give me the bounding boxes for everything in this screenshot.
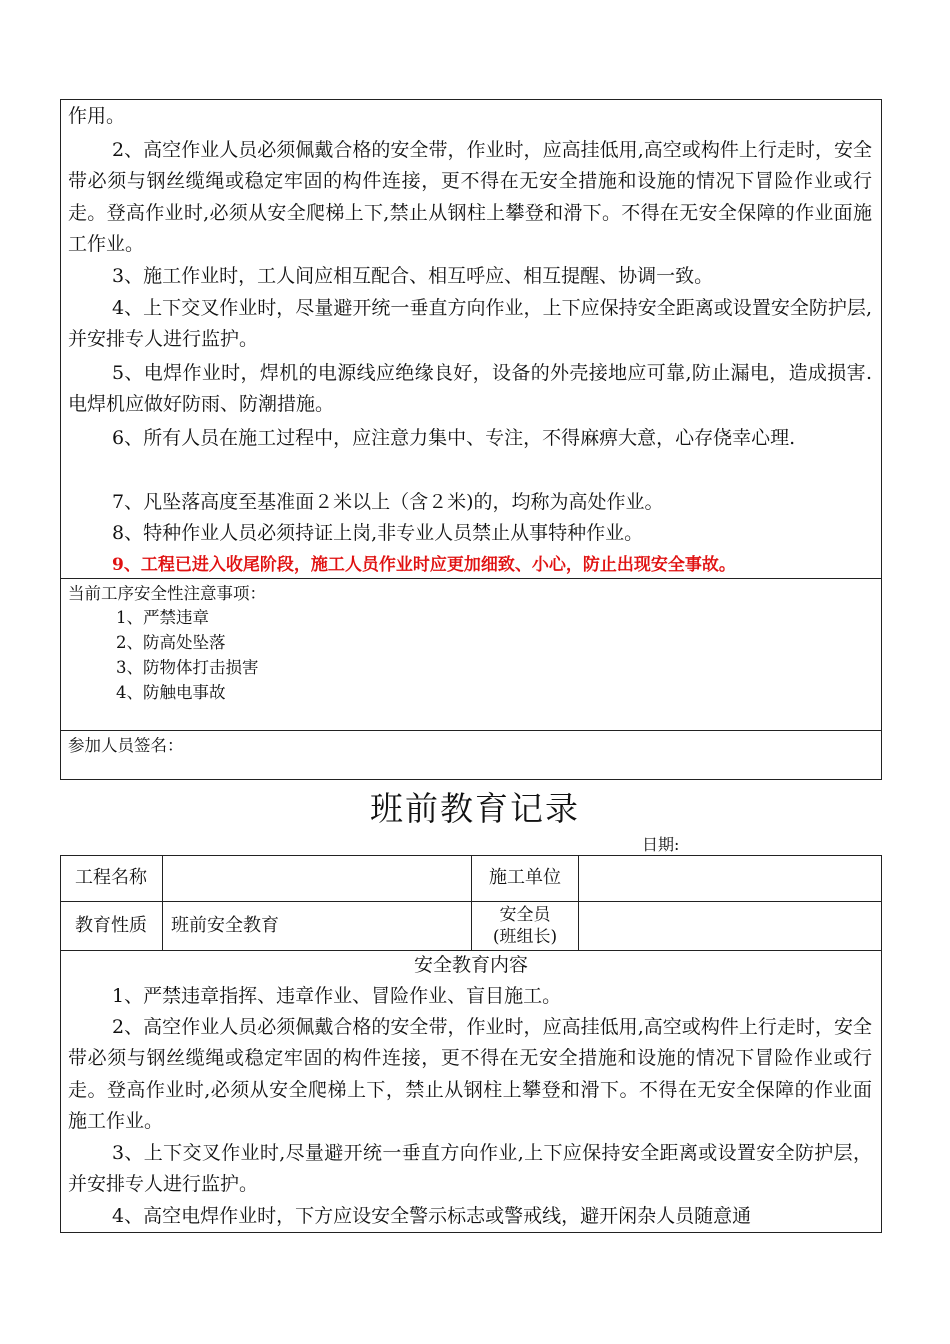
safety-officer-value[interactable] [579,901,882,950]
safety-officer-label [472,901,578,950]
warning-paragraph: 9、工程已进入收尾阶段，施工人员作业时应更加细致、小心，防止出现安全事故。 [112,555,736,575]
project-name-label: 工程名称 [75,867,147,888]
content-title: 安全教育内容 [413,954,528,976]
construction-unit-value[interactable] [579,855,882,901]
paragraph-1: 作用。 [68,105,126,127]
record-paragraph-4: 4、高空电焊作业时，下方应设安全警示标志或警戒线，避开闲杂人员随意通 [112,1205,752,1227]
notes-title: 当前工序安全性注意事项： [68,584,266,603]
divider-signature [60,730,882,731]
paragraph-3: 3、施工作业时，工人间应相互配合、相互呼应、相互提醒、协调一致。 [112,265,714,287]
project-name-value[interactable] [163,855,471,901]
signature-label: 参加人员签名： [68,736,184,755]
construction-unit-label: 施工单位 [489,867,561,888]
paragraph-2: 2、高空作业人员必须佩戴合格的安全带，作业时，应高挂低用,高空或构件上行走时，安全带必须与钢丝缆绳或稳定牢固的构件连接，更不得在无安全措施和设施的情况下冒险作业或行走。登高作业时,必须从安全爬梯上下,禁止从钢柱上攀登和滑下。不得在无安全保障的作业面施工作业。 [68,139,872,256]
date-label: 日期: [642,835,680,854]
note-item-2: 2、防高处坠落 [116,633,226,652]
paragraph-4: 4、上下交叉作业时，尽量避开统一垂直方向作业，上下应保持安全距离或设置安全防护层,并安排专人进行监护。 [68,297,872,351]
education-type-value: 班前安全教育 [171,914,279,936]
paragraph-8: 8、特种作业人员必须持证上岗,非专业人员禁止从事特种作业。 [112,522,644,544]
record-paragraph-3: 3、上下交叉作业时,尽量避开统一垂直方向作业,上下应保持安全距离或设置安全防护层，并安排专人进行监护。 [68,1142,872,1196]
note-item-3: 3、防物体打击损害 [116,658,259,677]
paragraph-7: 7、凡坠落高度至基准面２米以上（含２米)的，均称为高处作业。 [112,491,664,513]
paragraph-5: 5、电焊作业时，焊机的电源线应绝缘良好，设备的外壳接地应可靠,防止漏电，造成损害.电焊机应做好防雨、防潮措施。 [68,362,872,416]
paragraph-6: 6、所有人员在施工过程中，应注意力集中、专注，不得麻痹大意，心存侥幸心理. [112,427,796,449]
education-type-label: 教育性质 [75,914,147,936]
note-item-4: 4、防触电事故 [116,683,226,702]
record-paragraph-2: 2、高空作业人员必须佩戴合格的安全带，作业时，应高挂低用,高空或构件上行走时，安全带必须与钢丝缆绳或稳定牢固的构件连接，更不得在无安全措施和设施的情况下冒险作业或行走。登高作业时,必须从安全爬梯上下，禁止从钢柱上攀登和滑下。不得在无安全保障的作业面施工作业。 [68,1016,872,1133]
safety-officer-label-line1: 安全员 [499,904,551,925]
record-paragraph-1: 1、严禁违章指挥、违章作业、冒险作业、盲目施工。 [112,985,562,1007]
record-title: 班前教育记录 [370,789,580,828]
safety-officer-label-line2: (班组长) [492,926,558,947]
table-row-divider-2 [60,950,882,951]
note-item-1: 1、严禁违章 [116,608,209,627]
